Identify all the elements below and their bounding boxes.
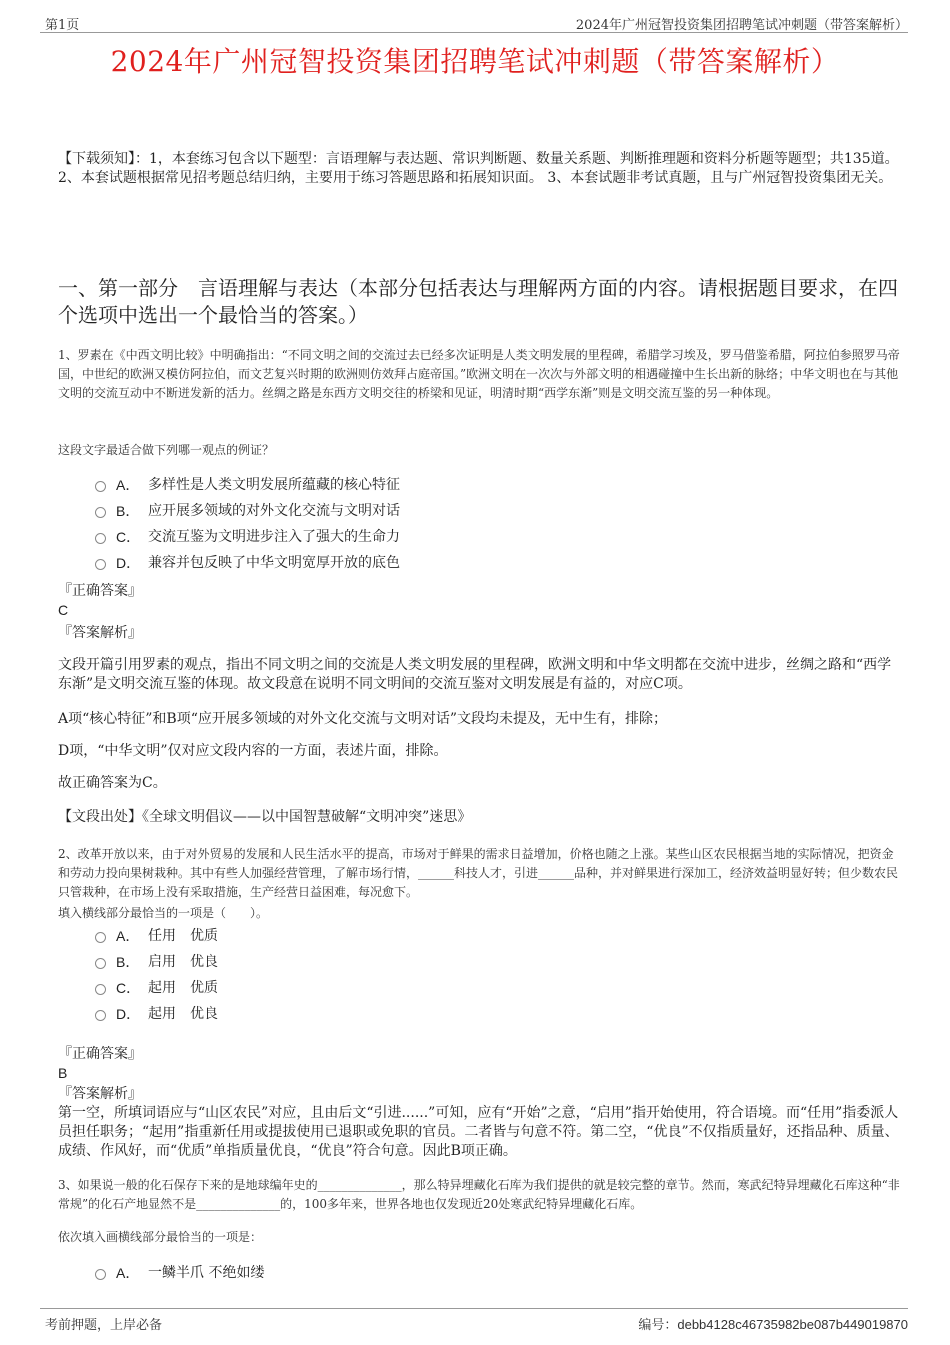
question-3-options: [95, 1260, 264, 1286]
page-header: [40, 12, 908, 33]
analysis-label: 『答案解析』: [58, 625, 142, 641]
answer-label: 『正确答案』: [58, 1046, 142, 1062]
analysis-paragraph: 文段开篇引用罗素的观点，指出不同文明之间的交流是人类文明发展的里程碑，欧洲文明和中华文明都在交流中进步，丝绸之路和“西学东渐”是文明交流互鉴的体现。故文段意在说明不同文明间的交流互鉴对文明发展是有益的，对应C项。: [58, 657, 892, 692]
question-2-options: [95, 923, 218, 1027]
section-heading: 一、第一部分 言语理解与表达（本部分包括表达与理解两方面的内容。请根据题目要求，在四个选项中选出一个最恰当的答案。）: [58, 276, 898, 327]
option-b[interactable]: B． 启用 优良: [95, 949, 218, 975]
radio-icon[interactable]: [95, 1010, 106, 1021]
download-notice: 【下载须知】：1，本套练习包含以下题型：言语理解与表达题、常识判断题、数量关系题、判断推理题和资料分析题等题型；共135道。 2、本套试题根据常见招考题总结归纳，主要用于练习答题思路和拓展知识面。 3、本套试题非考试真题，且与广州冠智投资集团无关。: [58, 151, 899, 186]
radio-icon[interactable]: [95, 932, 106, 943]
option-d[interactable]: D． 兼容并包反映了中华文明宽厚开放的底色: [95, 550, 400, 576]
radio-icon[interactable]: [95, 1269, 106, 1280]
analysis-paragraph: D项，“中华文明”仅对应文段内容的一方面，表述片面，排除。: [58, 743, 448, 759]
question-1-prompt: 这段文字最适合做下列哪一观点的例证？: [58, 443, 275, 457]
radio-icon[interactable]: [95, 958, 106, 969]
page-number: 第1页: [45, 18, 80, 33]
document-code: 编号：debb4128c46735982be087b449019870: [638, 1317, 908, 1333]
header-doc-title: 2024年广州冠智投资集团招聘笔试冲刺题（带答案解析）: [575, 18, 908, 33]
option-a[interactable]: A． 一鳞半爪 不绝如缕: [95, 1260, 264, 1286]
option-a[interactable]: A． 任用 优质: [95, 923, 218, 949]
question-1-stem: 1、罗素在《中西文明比较》中明确指出：“不同文明之间的交流过去已经多次证明是人类文明发展的里程碑，希腊学习埃及，罗马借鉴希腊，阿拉伯参照罗马帝国，中世纪的欧洲又模仿阿拉伯，而文艺复兴时期的欧洲则仿效拜占庭帝国。”欧洲文明在一次次与外部文明的相遇碰撞中生长出新的脉络；中华文明也在与其他文明的交流互动中不断迸发新的活力。丝绸之路是东西方文明交往的桥梁和见证，明清时期“西学东渐”则是文明交流互鉴的另一种体现。: [58, 348, 900, 400]
radio-icon[interactable]: [95, 507, 106, 518]
radio-icon[interactable]: [95, 481, 106, 492]
footer-slogan: 考前押题，上岸必备: [45, 1318, 163, 1333]
analysis-paragraph: 第一空，所填词语应与“山区农民”对应，且由后文“引进......”可知，应有“开始”之意，“启用”指开始使用，符合语境。而“任用”指委派人员担任职务；“起用”指重新任用或提拔使用已退职或免职的官员。二者皆与句意不符。第二空，“优良”不仅指质量好，还指品种、质量、成绩、作风好，而“优质”单指质量优良，“优良”符合句意。因此B项正确。: [58, 1105, 899, 1159]
question-3-prompt: 依次填入画横线部分最恰当的一项是：: [58, 1230, 263, 1244]
page-footer: [40, 1308, 908, 1333]
correct-answer: B: [58, 1065, 68, 1081]
document-title: 2024年广州冠智投资集团招聘笔试冲刺题（带答案解析）: [110, 45, 840, 78]
analysis-paragraph: 故正确答案为C。: [58, 775, 167, 791]
radio-icon[interactable]: [95, 984, 106, 995]
option-c[interactable]: C． 交流互鉴为文明进步注入了强大的生命力: [95, 524, 400, 550]
option-b[interactable]: B． 应开展多领域的对外文化交流与文明对话: [95, 498, 400, 524]
question-2-stem: 2、改革开放以来，由于对外贸易的发展和人民生活水平的提高，市场对于鲜果的需求日益增加，价格也随之上涨。某些山区农民根据当地的实际情况，把资金和劳动力投向果树栽种。其中有些人加强经营管理，了解市场行情，______科技人才，引进______品种，并对鲜果进行深加工，经济效益明显好转；但少数农民只管栽种，在市场上没有采取措施，生产经营日益困难，每况愈下。: [58, 847, 899, 899]
option-a[interactable]: A． 多样性是人类文明发展所蕴藏的核心特征: [95, 472, 400, 498]
question-3-stem: 3、如果说一般的化石保存下来的是地球编年史的______________，那么特异埋藏化石库为我们提供的就是较完整的章节。然而，寒武纪特异埋藏化石库这种“非常规”的化石产地显然不是______________的，100多年来，世界各地也仅发现近20处寒武纪特异埋藏化石库。: [58, 1178, 900, 1211]
option-c[interactable]: C． 起用 优质: [95, 975, 218, 1001]
radio-icon[interactable]: [95, 559, 106, 570]
radio-icon[interactable]: [95, 533, 106, 544]
question-2-prompt: 填入横线部分最恰当的一项是（ ）。: [58, 906, 269, 920]
question-1-options: [95, 472, 400, 576]
passage-source: 【文段出处】《全球文明倡议——以中国智慧破解“文明冲突”迷思》: [58, 809, 472, 825]
analysis-paragraph: A项“核心特征”和B项“应开展多领域的对外文化交流与文明对话”文段均未提及，无中生有，排除；: [58, 711, 668, 727]
option-d[interactable]: D． 起用 优良: [95, 1001, 218, 1027]
correct-answer: C: [58, 602, 69, 618]
analysis-label: 『答案解析』: [58, 1086, 142, 1102]
answer-label: 『正确答案』: [58, 583, 142, 599]
